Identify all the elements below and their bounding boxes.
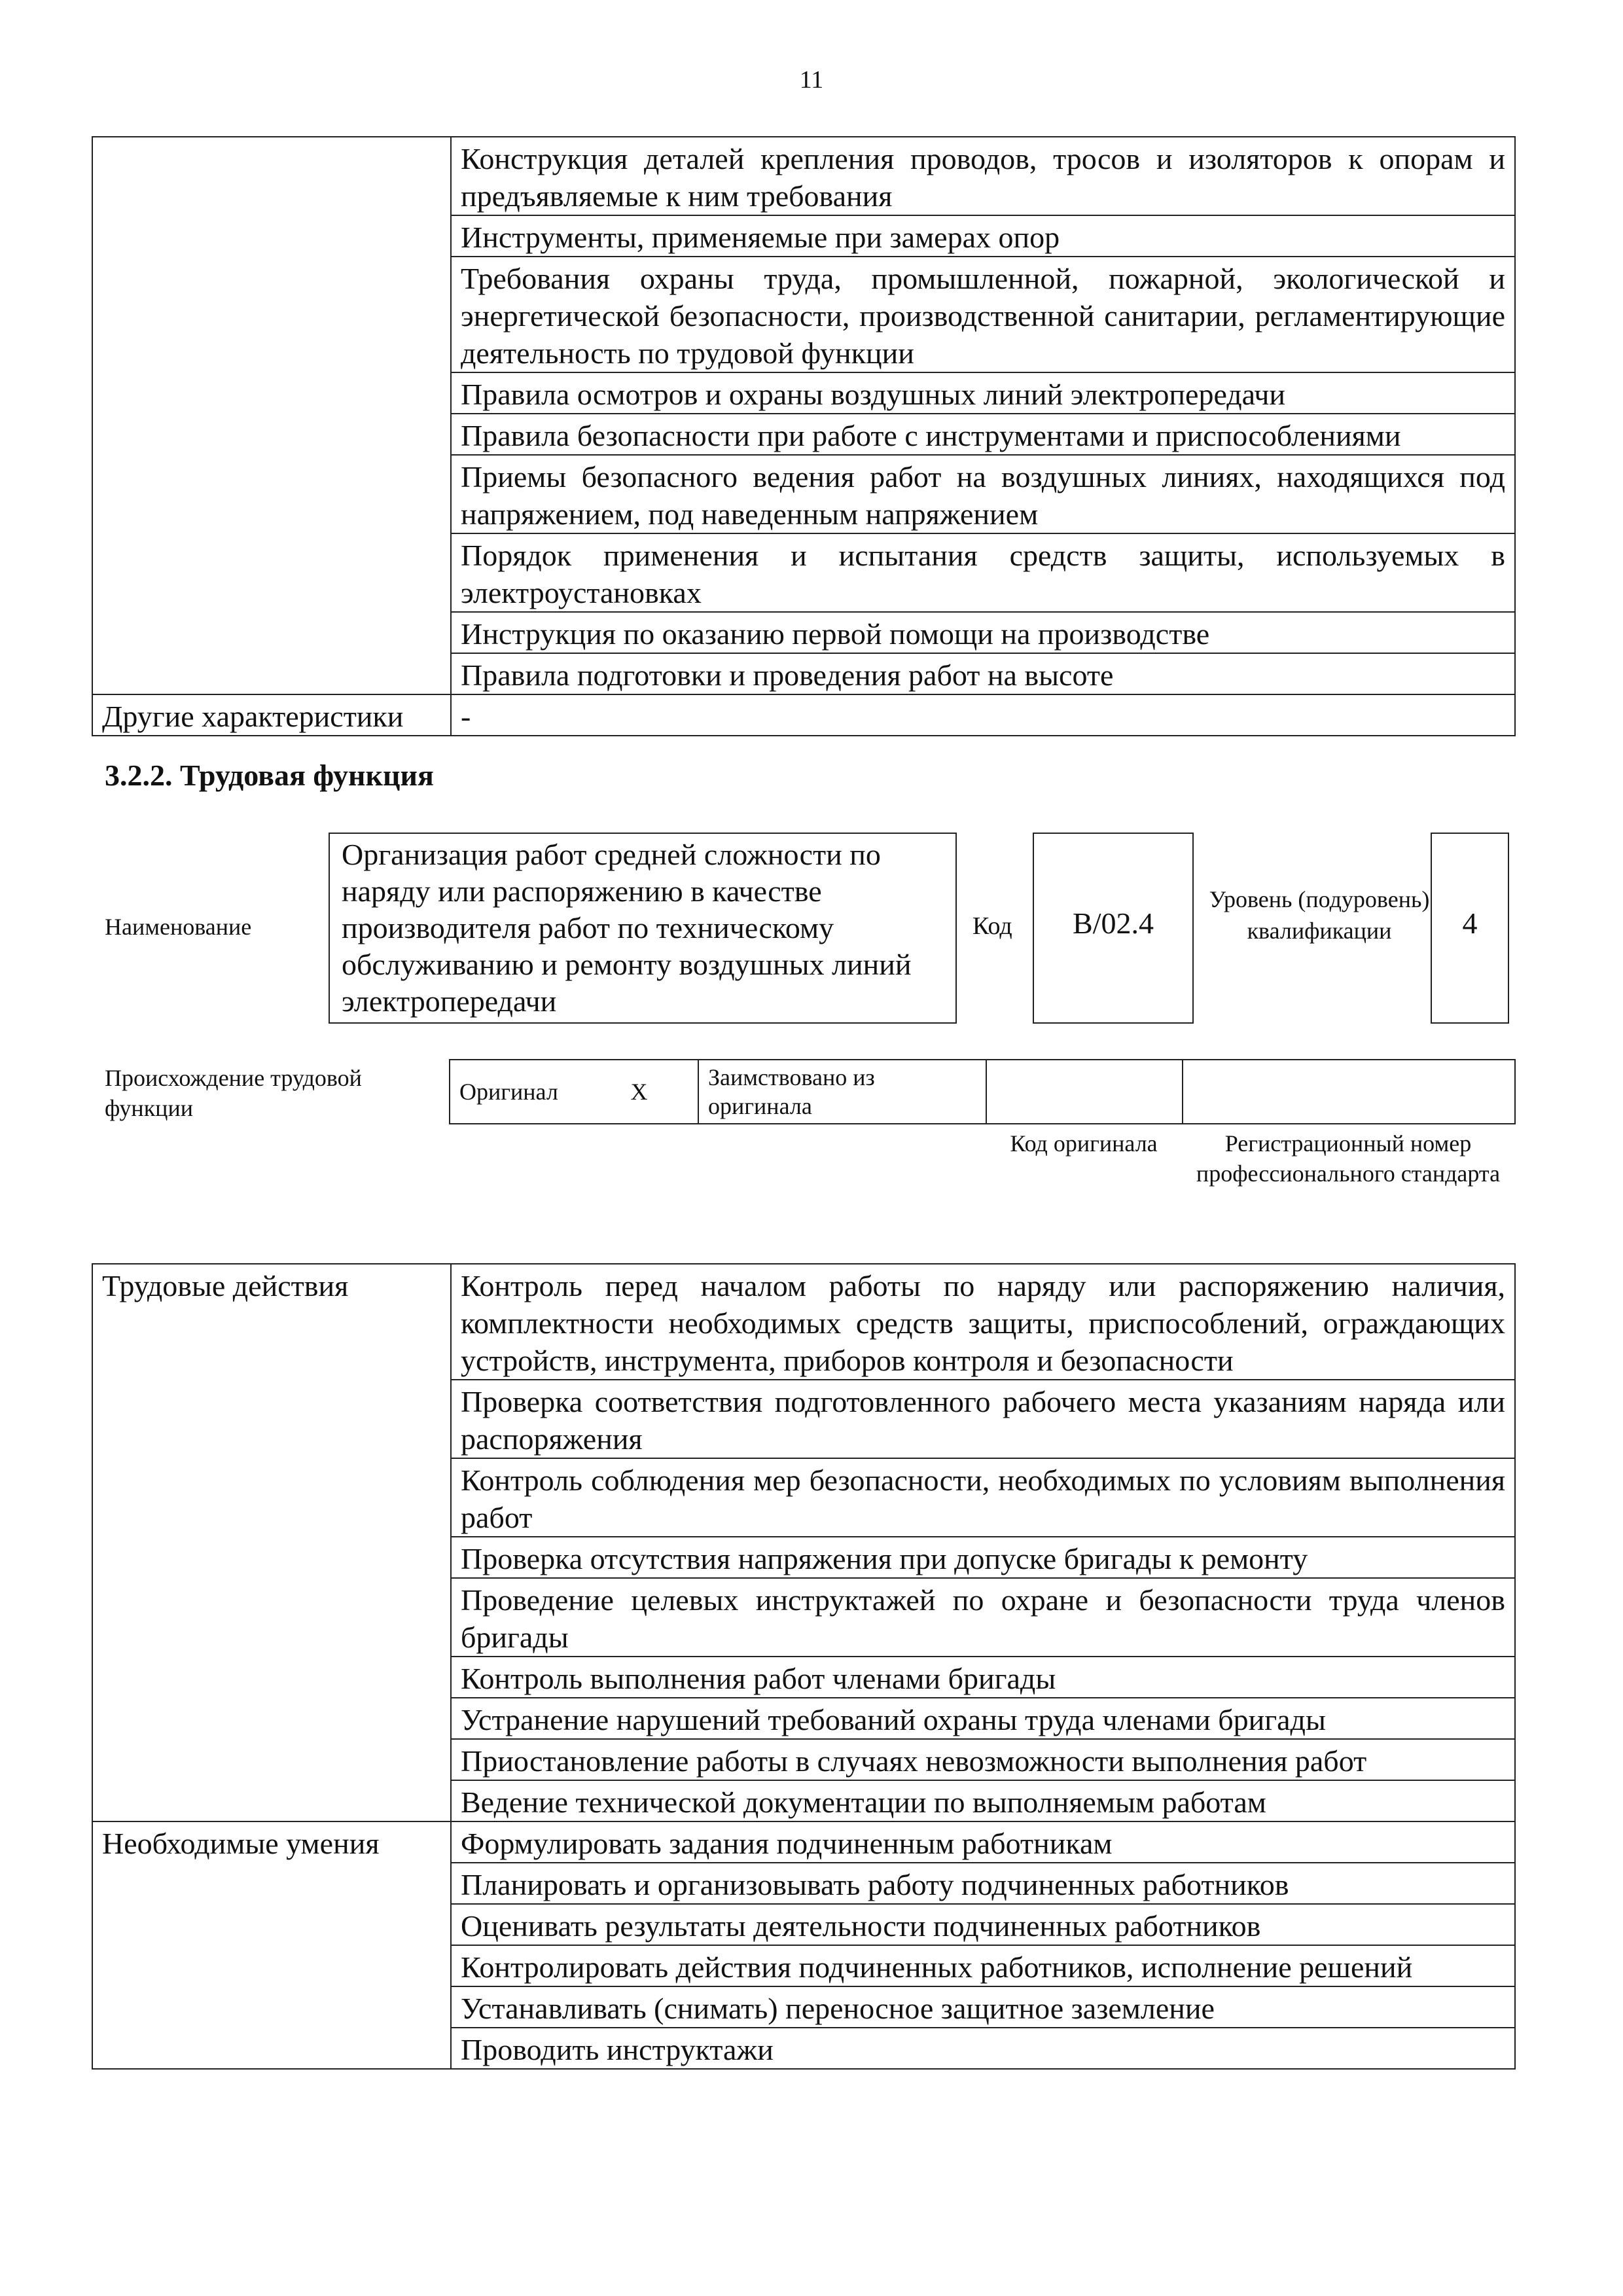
- table-cell: Инструкция по оказанию первой помощи на производстве: [451, 612, 1515, 653]
- borrowed-label: Заимствовано из оригинала: [698, 1060, 986, 1124]
- level-box: 4: [1431, 833, 1509, 1024]
- code-label: Код: [972, 912, 1012, 940]
- origin-table: [449, 1059, 1516, 1124]
- table-cell: Приостановление работы в случаях невозможности выполнения работ: [451, 1739, 1515, 1780]
- table-cell: Устанавливать (снимать) переносное защитное заземление: [451, 1986, 1515, 2028]
- other-characteristics-label: Другие характеристики: [92, 694, 451, 736]
- table-cell: Оценивать результаты деятельности подчиненных работников: [451, 1904, 1515, 1945]
- table-cell: Проводить инструктажи: [451, 2028, 1515, 2069]
- table-cell: Формулировать задания подчиненным работникам: [451, 1821, 1515, 1863]
- code-box: B/02.4: [1033, 833, 1194, 1024]
- table-cell: Порядок применения и испытания средств защиты, используемых в электроустановках: [451, 533, 1515, 612]
- table-cell: Ведение технической документации по выполняемым работам: [451, 1780, 1515, 1821]
- table-cell: Приемы безопасного ведения работ на воздушных линиях, находящихся под напряжением, под наведенным напряжением: [451, 455, 1515, 533]
- table-cell: Инструменты, применяемые при замерах опор: [451, 215, 1515, 257]
- table-cell: Планировать и организовывать работу подчиненных работников: [451, 1863, 1515, 1904]
- table-cell: Проведение целевых инструктажей по охране и безопасности труда членов бригады: [451, 1578, 1515, 1657]
- table-cell: Контроль соблюдения мер безопасности, необходимых по условиям выполнения работ: [451, 1458, 1515, 1537]
- function-name-box: Организация работ средней сложности по наряду или распоряжению в качестве производителя работ по техническому обслуживанию и ремонту воздушных линий электропередачи: [329, 833, 957, 1024]
- function-table: [92, 1263, 1516, 2070]
- original-mark: X: [580, 1060, 698, 1124]
- skills-label: Необходимые умения: [92, 1821, 451, 2069]
- table-row: [92, 1264, 1515, 1380]
- level-label: Уровень (подуровень) квалификации: [1209, 886, 1430, 944]
- code-original-label: Код оригинала: [1010, 1130, 1158, 1157]
- table-cell: Проверка соответствия подготовленного рабочего места указаниям наряда или распоряжения: [451, 1380, 1515, 1458]
- knowledge-table: [92, 136, 1516, 736]
- other-characteristics-value: -: [451, 694, 1515, 736]
- reg-number-label: Регистрационный номер профессионального стандарта: [1196, 1130, 1501, 1187]
- table-row: [92, 694, 1515, 736]
- actions-label: Трудовые действия: [92, 1264, 451, 1821]
- table-cell: Требования охраны труда, промышленной, пожарной, экологической и энергетической безопасности, производственной санитарии, регламентирующие деятельность по трудовой функции: [451, 257, 1515, 372]
- table-cell: Устранение нарушений требований охраны труда членами бригады: [451, 1698, 1515, 1739]
- table-cell: Контроль перед началом работы по наряду или распоряжению наличия, комплектности необходимых средств защиты, приспособлений, ограждающих устройств, инструмента, приборов контроля и безопасности: [451, 1264, 1515, 1380]
- origin-label: Происхождение трудовой функции: [105, 1065, 362, 1121]
- name-label: Наименование: [105, 914, 252, 940]
- table-cell: Правила подготовки и проведения работ на высоте: [451, 653, 1515, 694]
- code-original-cell: [986, 1060, 1183, 1124]
- page-number: 11: [799, 66, 824, 94]
- table-cell: Правила безопасности при работе с инструментами и приспособлениями: [451, 414, 1515, 455]
- table-cell: Конструкция деталей крепления проводов, тросов и изоляторов к опорам и предъявляемые к ним требования: [451, 137, 1515, 215]
- section-title: 3.2.2. Трудовая функция: [105, 759, 434, 792]
- table-row: [92, 1821, 1515, 1863]
- table-row: [450, 1060, 1515, 1124]
- table-row: [92, 137, 1515, 215]
- table-cell: Контроль выполнения работ членами бригады: [451, 1657, 1515, 1698]
- table-cell: Правила осмотров и охраны воздушных линий электропередачи: [451, 372, 1515, 414]
- original-label: Оригинал: [450, 1060, 580, 1124]
- reg-number-cell: [1183, 1060, 1515, 1124]
- label-cell: [92, 137, 451, 694]
- table-cell: Проверка отсутствия напряжения при допуске бригады к ремонту: [451, 1537, 1515, 1578]
- table-cell: Контролировать действия подчиненных работников, исполнение решений: [451, 1945, 1515, 1986]
